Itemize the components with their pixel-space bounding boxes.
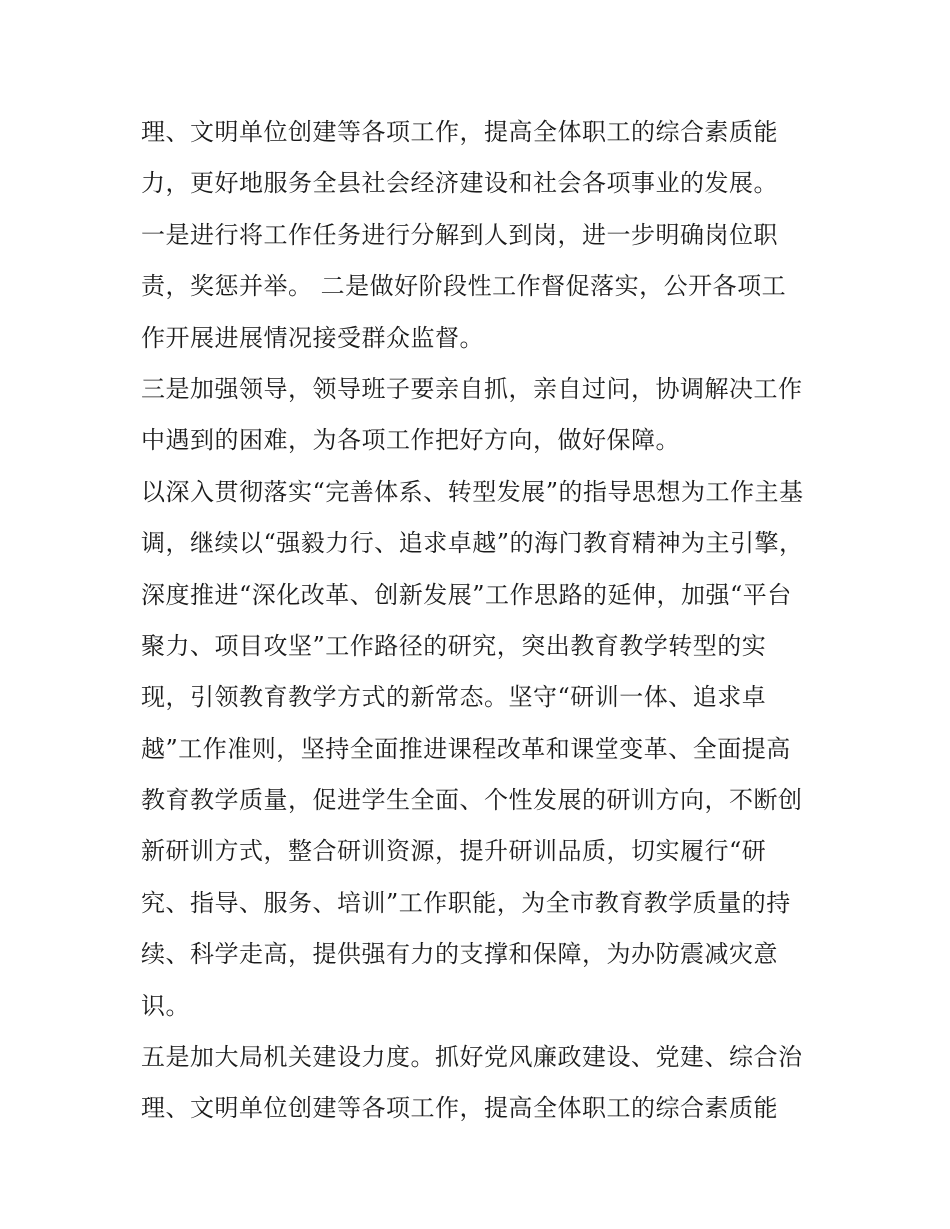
document-body-text xyxy=(141,107,821,1135)
text-line: 理、文明单位创建等各项工作，提高全体职工的综合素质能 xyxy=(141,1094,778,1123)
text-line: 五是加大局机关建设力度。抓好党风廉政建设、党建、综合治 xyxy=(141,1043,803,1072)
text-line: 调，继续以“强毅力行、追求卓越”的海门教育精神为主引擎， xyxy=(141,529,804,558)
text-line: 以深入贯彻落实“完善体系、转型发展”的指导思想为工作主基 xyxy=(141,477,804,506)
text-line: 识。 xyxy=(141,991,190,1020)
text-line: 现，引领教育教学方式的新常态。坚守“研训一体、追求卓 xyxy=(141,683,767,712)
text-line: 续、科学走高，提供强有力的支撑和保障，为办防震减灾意 xyxy=(141,940,778,969)
text-line: 一是进行将工作任务进行分解到人到岗，进一步明确岗位职 xyxy=(141,220,778,249)
text-line: 教育教学质量，促进学生全面、个性发展的研训方向，不断创 xyxy=(141,786,803,815)
text-line: 三是加强领导，领导班子要亲自抓，亲自过问，协调解决工作 xyxy=(141,374,803,403)
text-line: 究、指导、服务、培训”工作职能，为全市教育教学质量的持 xyxy=(141,888,791,917)
text-line: 新研训方式，整合研训资源，提升研训品质，切实履行“研 xyxy=(141,837,767,866)
text-line: 作开展进展情况接受群众监督。 xyxy=(141,323,484,352)
text-line: 聚力、项目攻坚”工作路径的研究，突出教育教学转型的实 xyxy=(141,631,767,660)
text-line: 责，奖惩并举。 二是做好阶段性工作督促落实，公开各项工 xyxy=(141,272,787,301)
text-line: 中遇到的困难，为各项工作把好方向，做好保障。 xyxy=(141,426,680,455)
text-line: 越”工作准则，坚持全面推进课程改革和课堂变革、全面提高 xyxy=(141,734,791,763)
text-line: 理、文明单位创建等各项工作，提高全体职工的综合素质能 xyxy=(141,118,778,146)
text-line: 力，更好地服务全县社会经济建设和社会各项事业的发展。 xyxy=(141,169,778,198)
text-line: 深度推进“深化改革、创新发展”工作思路的延伸，加强“平台 xyxy=(141,580,792,609)
